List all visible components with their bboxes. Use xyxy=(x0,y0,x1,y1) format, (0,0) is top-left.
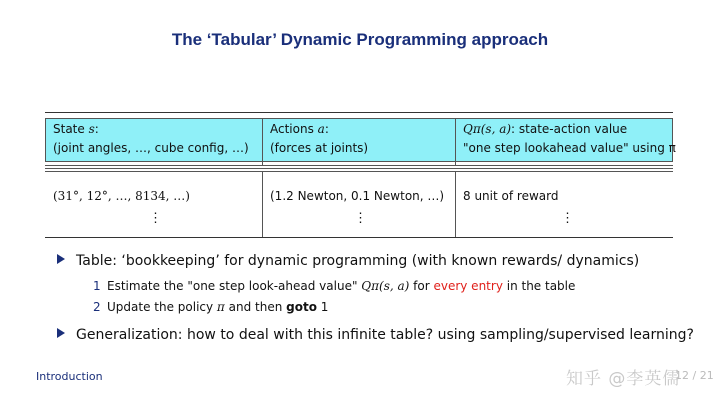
table-mid-rule xyxy=(45,168,673,169)
column-divider xyxy=(262,171,263,237)
header-actions-label: Actions xyxy=(270,122,318,136)
step-text: Estimate the "one step look-ahead value" xyxy=(107,279,362,293)
header-state xyxy=(53,120,249,158)
step-keyword: goto xyxy=(286,300,317,314)
step-highlight: every entry xyxy=(433,279,503,293)
column-divider xyxy=(262,118,263,165)
row-state-value: (31°, 12°, …, 8134, …) xyxy=(53,189,190,203)
table-mid-rule-2 xyxy=(45,171,673,172)
header-bottom-rule xyxy=(45,165,673,166)
page-number: 12 / 21 xyxy=(675,369,714,382)
step-text: for xyxy=(409,279,434,293)
header-value-symbol: Qπ(s, a) xyxy=(463,122,512,136)
table-top-rule xyxy=(45,112,673,113)
watermark: 知乎 @李英儒 xyxy=(566,369,681,389)
step-item xyxy=(93,300,328,314)
header-value-label: : state-action value xyxy=(511,122,628,136)
column-divider xyxy=(455,118,456,165)
header-state-symbol: s xyxy=(88,122,95,136)
row-reward-value: 8 unit of reward xyxy=(463,189,559,203)
header-state-label: State xyxy=(53,122,89,136)
triangle-bullet-icon xyxy=(57,328,65,338)
row-action-value: (1.2 Newton, 0.1 Newton, …) xyxy=(270,189,445,203)
vertical-ellipsis: ⋮ xyxy=(149,211,162,226)
bullet-text: Table: ‘bookkeeping’ for dynamic programming (with known rewards/ dynamics) xyxy=(76,253,640,269)
step-text: Update the policy xyxy=(107,300,217,314)
header-value xyxy=(463,120,676,158)
vertical-ellipsis: ⋮ xyxy=(354,211,367,226)
bullet-item xyxy=(57,253,639,269)
footer-section: Introduction xyxy=(36,370,103,383)
header-actions-desc: (forces at joints) xyxy=(270,141,369,155)
vertical-ellipsis: ⋮ xyxy=(561,211,574,226)
step-math: π xyxy=(216,300,225,314)
header-actions-symbol: a xyxy=(317,122,325,136)
header-actions xyxy=(270,120,368,158)
header-value-desc: "one step lookahead value" using π xyxy=(463,141,676,155)
header-actions-colon: : xyxy=(324,122,329,136)
step-text: 1 xyxy=(316,300,329,314)
header-state-colon: : xyxy=(94,122,99,136)
slide-title: The ‘Tabular’ Dynamic Programming approach xyxy=(171,30,549,49)
step-text: and then xyxy=(224,300,287,314)
column-divider xyxy=(455,171,456,237)
triangle-bullet-icon xyxy=(57,254,65,264)
step-math: Qπ(s, a) xyxy=(361,279,410,293)
bullet-text: Generalization: how to deal with this infinite table? using sampling/supervised learning? xyxy=(76,327,694,343)
step-number: 1 xyxy=(93,279,101,293)
step-text: in the table xyxy=(502,279,576,293)
table-bottom-rule xyxy=(45,237,673,238)
header-state-desc: (joint angles, …, cube config, …) xyxy=(53,141,249,155)
bullet-item xyxy=(57,327,694,343)
step-number: 2 xyxy=(93,300,101,314)
step-item xyxy=(93,279,575,293)
